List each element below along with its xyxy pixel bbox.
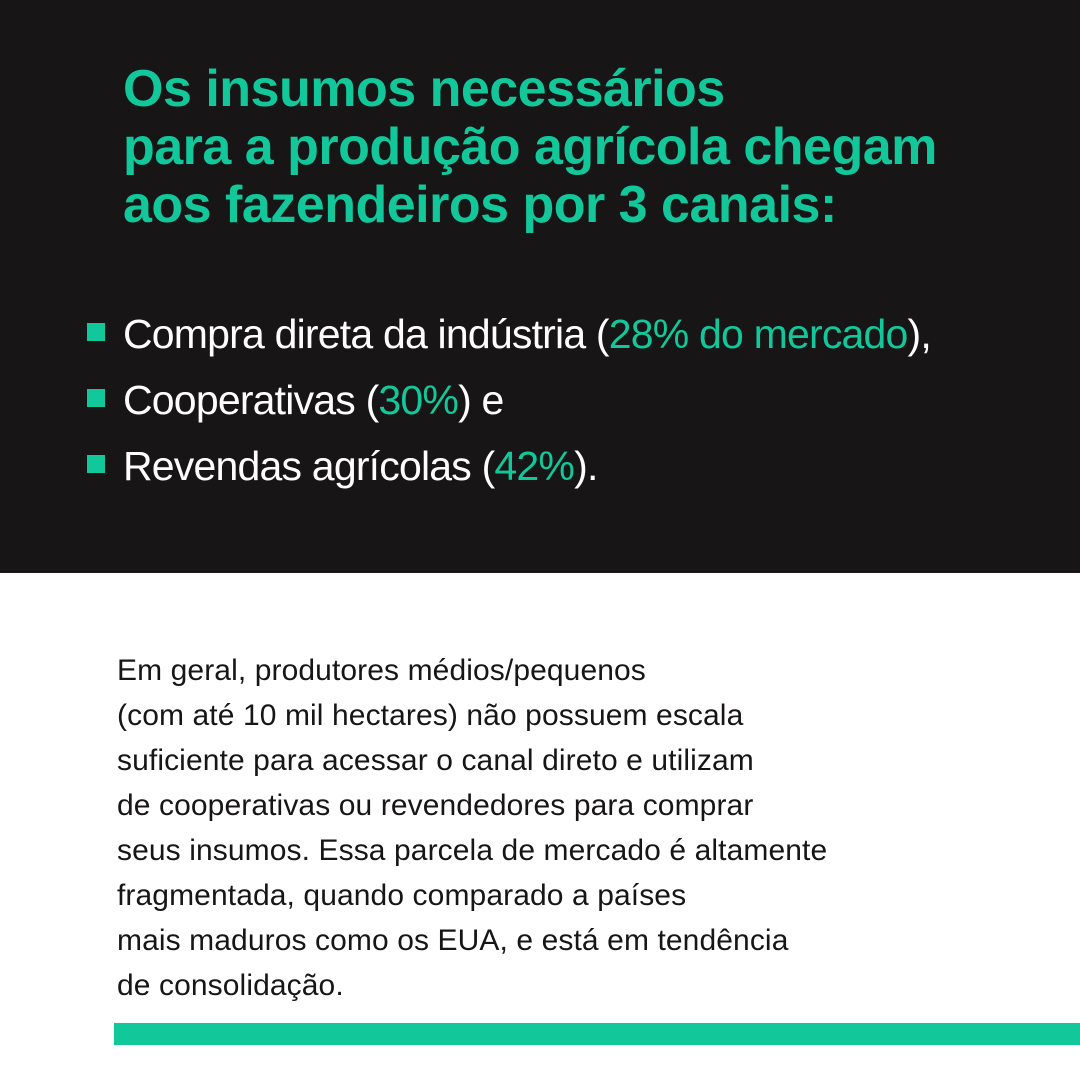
headline-line: Os insumos necessários — [123, 60, 725, 118]
channel-label: Revendas agrícolas ( — [123, 443, 495, 489]
channel-item-resellers — [87, 438, 931, 504]
headline-line: para a produção agrícola chegam — [123, 118, 937, 176]
channel-suffix: ), — [907, 311, 931, 357]
square-bullet-icon — [87, 455, 105, 473]
body-line: fragmentada, quando comparado a países — [117, 879, 687, 912]
channel-share: 30% — [378, 377, 459, 423]
channel-label: Cooperativas ( — [123, 377, 379, 423]
headline-line: aos fazendeiros por 3 canais: — [123, 176, 837, 234]
square-bullet-icon — [87, 323, 105, 341]
accent-bar — [114, 1023, 1080, 1045]
body-line: seus insumos. Essa parcela de mercado é altamente — [117, 834, 828, 867]
headline — [123, 60, 937, 234]
channel-suffix: ) e — [458, 377, 504, 423]
channel-item-direct — [87, 306, 931, 372]
channel-share: 42% — [494, 443, 575, 489]
body-line: suficiente para acessar o canal direto e utilizam — [117, 744, 754, 777]
body-paragraph — [117, 648, 827, 1008]
channel-share: 28% do mercado — [608, 311, 908, 357]
channel-label: Compra direta da indústria ( — [123, 311, 609, 357]
body-line: mais maduros como os EUA, e está em tendência — [117, 924, 789, 957]
body-line: (com até 10 mil hectares) não possuem escala — [117, 699, 744, 732]
channel-item-cooperatives — [87, 372, 931, 438]
channel-list — [87, 306, 931, 504]
body-line: Em geral, produtores médios/pequenos — [117, 654, 646, 687]
body-line: de consolidação. — [117, 969, 344, 1002]
square-bullet-icon — [87, 389, 105, 407]
channel-suffix: ). — [574, 443, 598, 489]
body-line: de cooperativas ou revendedores para comprar — [117, 789, 754, 822]
